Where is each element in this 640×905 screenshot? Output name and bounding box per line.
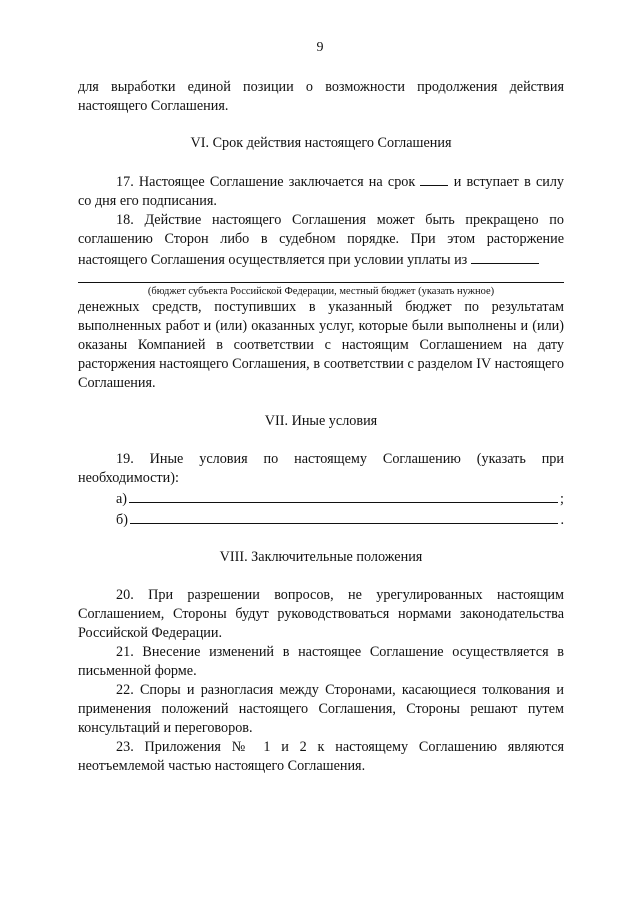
- paragraph-19: 19. Иные условия по настоящему Соглашению (указать при необходимости):: [78, 451, 564, 486]
- paragraph-17-end: и вступает в силу со дня его подписания.: [78, 174, 565, 209]
- item-a-label: а): [116, 491, 128, 507]
- item-b-end: .: [560, 512, 564, 528]
- paragraph-18: [78, 211, 564, 270]
- section-7-heading: VII. Иные условия: [264, 413, 378, 429]
- term-blank-field[interactable]: [420, 171, 448, 186]
- intro-paragraph: для выработки единой позиции о возможности продолжения действия настоящего Соглашения.: [78, 79, 564, 114]
- budget-fill-line[interactable]: [78, 282, 564, 283]
- page-number: 9: [316, 40, 324, 55]
- item-b-fill-line[interactable]: [130, 509, 559, 524]
- item-a-row: [78, 488, 564, 509]
- paragraph-23: 23. Приложения № 1 и 2 к настоящему Соглашению являются неотъемлемой частью настоящего Соглашения.: [78, 739, 564, 774]
- budget-caption: (бюджет субъекта Российской Федерации, местный бюджет (указать нужное): [147, 286, 495, 297]
- paragraph-20: 20. При разрешении вопросов, не урегулированных настоящим Соглашением, Стороны будут руководствоваться нормами законодательства Российской Федерации.: [78, 587, 564, 641]
- paragraph-18-text: 18. Действие настоящего Соглашения может быть прекращено по соглашению Сторон либо в судебном порядке. При этом расторжение настоящего Соглашения осуществляется при условии уплаты из: [78, 212, 564, 268]
- document-body: [78, 78, 564, 776]
- paragraph-22: 22. Споры и разногласия между Сторонами, касающиеся толкования и применения положений настоящего Соглашения, Стороны решают путем консультаций и переговоров.: [78, 682, 564, 736]
- section-6-heading: VI. Срок действия настоящего Соглашения: [190, 135, 452, 151]
- item-a-fill-line[interactable]: [129, 488, 558, 503]
- paragraph-18-continuation: денежных средств, поступивших в указанный бюджет по результатам выполненных работ и (или) оказанных услуг, которые были выполнены и (или) оказаны Компанией в соответствии с настоящим Соглашением на дату расторжения настоящего Соглашения, в соответствии с разделом IV настоящего Соглашения.: [78, 299, 564, 391]
- section-8-heading: VIII. Заключительные положения: [219, 549, 423, 565]
- item-b-row: [78, 509, 564, 530]
- paragraph-17: [78, 171, 564, 211]
- item-a-end: ;: [560, 491, 564, 507]
- paragraph-17-start: 17. Настоящее Соглашение заключается на срок: [116, 174, 416, 190]
- budget-blank-field[interactable]: [471, 249, 539, 264]
- item-b-label: б): [116, 512, 128, 528]
- paragraph-21: 21. Внесение изменений в настоящее Соглашение осуществляется в письменной форме.: [78, 644, 564, 679]
